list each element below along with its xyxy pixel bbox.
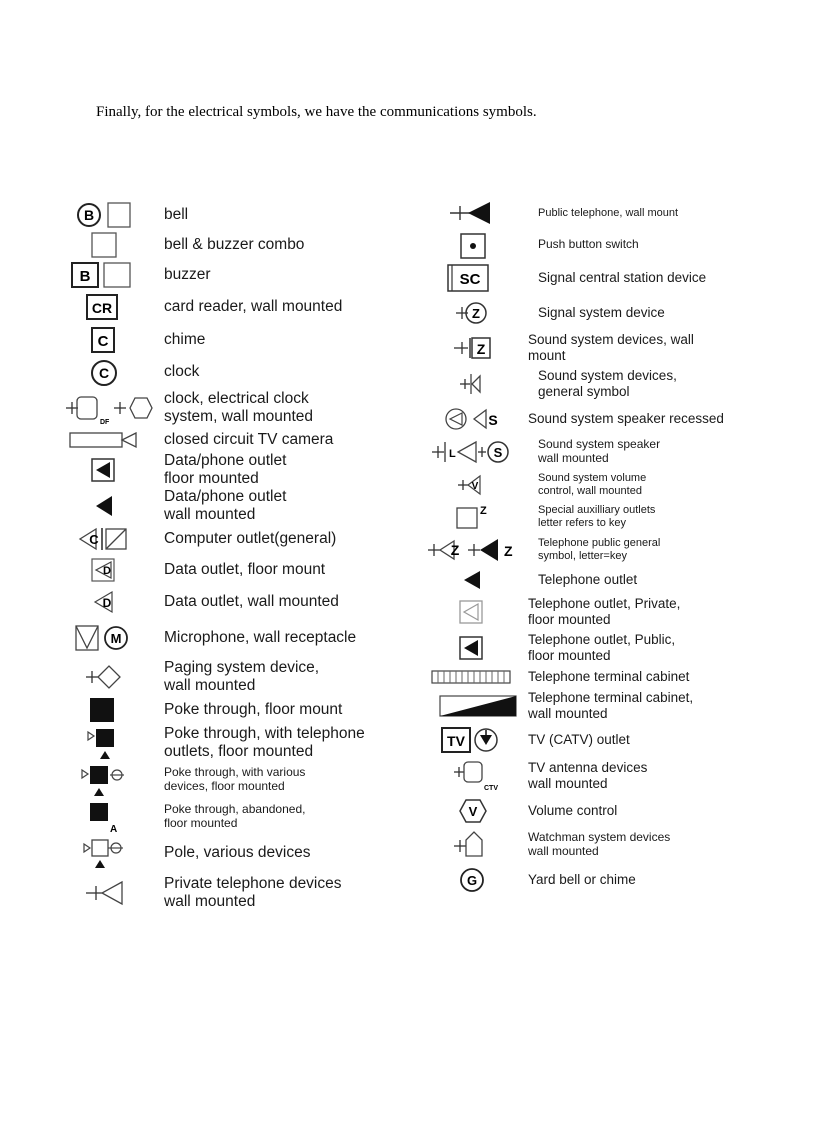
symbol-row-sound-wall: [420, 332, 730, 364]
symbol-row-pole: [64, 836, 414, 870]
symbol-row-volume-control: [420, 796, 730, 826]
svg-text:V: V: [468, 804, 478, 819]
terminal-cabinet-symbol-icon: [424, 666, 524, 688]
symbol-row-signal-system: [420, 294, 730, 332]
symbol-row-telephone-public-general: [420, 534, 730, 566]
private-telephone-symbol-icon: [64, 870, 160, 916]
svg-text:D: D: [102, 596, 112, 610]
svg-text:CR: CR: [91, 300, 113, 316]
symbol-row-poke-through: [64, 696, 414, 724]
telephone-outlet-symbol-icon: [424, 566, 524, 594]
symbol-label: Public telephone, wall mount: [538, 206, 679, 219]
watchman-symbol-icon: [424, 826, 524, 864]
microphone-symbol-icon: [64, 618, 160, 658]
symbol-label: Signal system device: [538, 305, 665, 321]
clock-symbol-icon: [64, 356, 160, 388]
symbol-row-telephone-private-floor: [420, 594, 730, 630]
tv-antenna-symbol-icon: [424, 756, 524, 796]
data-outlet-floor-symbol-icon: [64, 554, 160, 586]
symbol-row-speaker-wall: [420, 434, 730, 470]
symbol-row-clock: [64, 356, 414, 388]
symbol-row-telephone-public-floor: [420, 630, 730, 666]
sound-wall-symbol-icon: [424, 332, 524, 364]
symbol-label: Paging system device, wall mounted: [164, 659, 320, 694]
symbol-label: Telephone outlet: [538, 572, 638, 588]
svg-text:S: S: [493, 445, 503, 460]
symbol-label: Poke through, with various devices, floor mounted: [164, 765, 306, 793]
symbol-row-card-reader: [64, 290, 414, 324]
symbol-row-bell: [64, 200, 414, 230]
svg-text:S: S: [488, 412, 498, 428]
push-button-symbol-icon: [424, 228, 524, 262]
svg-text:B: B: [83, 207, 95, 223]
symbol-label: chime: [164, 331, 206, 349]
symbol-row-push-button: [420, 228, 730, 262]
symbol-row-data-outlet-wall: [64, 586, 414, 618]
buzzer-symbol-icon: [64, 260, 160, 290]
symbol-label: Push button switch: [538, 237, 639, 252]
symbol-row-chime: [64, 324, 414, 356]
symbol-row-microphone: [64, 618, 414, 658]
svg-text:Z: Z: [480, 505, 487, 517]
poke-through-various-symbol-icon: [64, 762, 160, 798]
symbol-label: Computer outlet(general): [164, 530, 337, 548]
symbol-label: Sound system devices, general symbol: [538, 368, 677, 399]
right-symbol-list: [420, 198, 730, 896]
electrical-clock-symbol-icon: [64, 388, 160, 428]
symbol-label: bell: [164, 206, 189, 224]
paging-device-symbol-icon: [64, 658, 160, 696]
poke-through-telephone-symbol-icon: [64, 724, 160, 762]
symbol-row-watchman: [420, 826, 730, 864]
auxiliary-outlet-symbol-icon: [424, 500, 524, 534]
svg-text:B: B: [79, 268, 91, 285]
symbol-label: card reader, wall mounted: [164, 298, 343, 316]
svg-text:C: C: [97, 333, 109, 350]
svg-text:Z: Z: [472, 306, 480, 321]
volume-control-symbol-icon: [424, 796, 524, 826]
speaker-wall-symbol-icon: [424, 434, 524, 470]
symbol-label: Data/phone outlet wall mounted: [164, 488, 287, 523]
symbol-label: Special auxilliary outlets letter refers to key: [538, 504, 656, 529]
symbol-label: buzzer: [164, 266, 211, 284]
svg-text:C: C: [89, 532, 99, 547]
symbol-row-public-telephone: [420, 198, 730, 228]
symbol-label: Data/phone outlet floor mounted: [164, 452, 287, 487]
yard-bell-symbol-icon: [424, 864, 524, 896]
symbol-label: bell & buzzer combo: [164, 236, 305, 254]
symbol-label: Volume control: [528, 803, 618, 819]
speaker-recessed-symbol-icon: [424, 404, 524, 434]
telephone-private-floor-symbol-icon: [424, 594, 524, 630]
svg-text:Z: Z: [450, 542, 460, 558]
poke-through-abandoned-symbol-icon: [64, 798, 160, 836]
symbol-label: closed circuit TV camera: [164, 431, 334, 449]
data-phone-floor-symbol-icon: [64, 452, 160, 488]
left-symbol-list: [64, 200, 414, 916]
symbol-label: TV (CATV) outlet: [528, 732, 630, 748]
symbol-row-private-telephone: [64, 870, 414, 916]
pole-symbol-icon: [64, 836, 160, 870]
symbol-label: clock: [164, 363, 200, 381]
symbol-row-terminal-cabinet-wall: [420, 688, 730, 724]
symbol-row-tv-antenna: [420, 756, 730, 796]
public-telephone-symbol-icon: [424, 198, 524, 228]
bell-symbol-icon: [64, 200, 160, 230]
symbol-label: Pole, various devices: [164, 844, 311, 862]
symbol-label: Poke through, with telephone outlets, floor mounted: [164, 725, 365, 760]
symbol-row-cctv: [64, 428, 414, 452]
terminal-cabinet-wall-symbol-icon: [424, 688, 524, 724]
symbol-label: Telephone terminal cabinet, wall mounted: [528, 690, 694, 721]
svg-text:DF: DF: [100, 419, 110, 426]
svg-text:TV: TV: [447, 733, 465, 749]
symbol-row-data-phone-wall: [64, 488, 414, 524]
symbol-label: Data outlet, wall mounted: [164, 593, 339, 611]
symbol-label: Telephone public general symbol, letter=key: [538, 537, 661, 562]
data-outlet-wall-symbol-icon: [64, 586, 160, 618]
computer-outlet-symbol-icon: [64, 524, 160, 554]
symbol-row-terminal-cabinet: [420, 666, 730, 688]
chime-symbol-icon: [64, 324, 160, 356]
symbol-row-signal-central: [420, 262, 730, 294]
bell-buzzer-symbol-icon: [64, 230, 160, 260]
symbol-label: Sound system volume control, wall mounted: [538, 472, 647, 497]
data-phone-wall-symbol-icon: [64, 488, 160, 524]
svg-text:M: M: [110, 631, 122, 646]
tv-outlet-symbol-icon: [424, 724, 524, 756]
volume-control-wall-symbol-icon: [424, 470, 524, 500]
svg-text:A: A: [110, 824, 118, 835]
symbol-row-auxiliary: [420, 500, 730, 534]
svg-text:SC: SC: [459, 271, 481, 288]
poke-through-symbol-icon: [64, 696, 160, 724]
symbol-label: Telephone terminal cabinet: [528, 669, 690, 685]
svg-text:Z: Z: [504, 543, 513, 559]
symbol-row-sound-general: [420, 364, 730, 404]
symbol-label: Telephone outlet, Public, floor mounted: [528, 632, 676, 663]
symbol-row-computer-outlet: [64, 524, 414, 554]
svg-text:CTV: CTV: [484, 785, 498, 792]
signal-central-symbol-icon: [424, 262, 524, 294]
svg-text:L: L: [449, 448, 456, 460]
symbol-row-paging-device: [64, 658, 414, 696]
symbol-row-yard-bell: [420, 864, 730, 896]
symbol-label: Data outlet, floor mount: [164, 561, 326, 579]
symbol-row-electrical-clock: [64, 388, 414, 428]
symbol-label: Yard bell or chime: [528, 872, 636, 888]
symbol-label: Sound system speaker recessed: [528, 411, 724, 427]
sound-general-symbol-icon: [424, 364, 524, 404]
symbol-row-poke-abandoned: [64, 798, 414, 836]
symbol-label: clock, electrical clock system, wall mounted: [164, 390, 314, 425]
symbol-label: Telephone outlet, Private, floor mounted: [528, 596, 681, 627]
svg-text:D: D: [103, 565, 111, 577]
symbol-row-data-outlet-floor: [64, 554, 414, 586]
symbol-row-tv-outlet: [420, 724, 730, 756]
svg-text:G: G: [466, 873, 478, 888]
symbol-label: Poke through, floor mount: [164, 701, 343, 719]
symbol-label: Poke through, abandoned, floor mounted: [164, 802, 306, 830]
symbol-row-telephone-outlet: [420, 566, 730, 594]
telephone-public-floor-symbol-icon: [424, 630, 524, 666]
symbol-label: Sound system devices, wall mount: [528, 332, 694, 363]
symbol-label: Watchman system devices wall mounted: [528, 830, 671, 858]
svg-text:C: C: [98, 365, 110, 381]
symbol-label: Sound system speaker wall mounted: [538, 437, 661, 465]
symbol-label: Private telephone devices wall mounted: [164, 875, 342, 910]
symbol-row-buzzer: [64, 260, 414, 290]
svg-text:Z: Z: [476, 341, 486, 357]
telephone-public-general-symbol-icon: [424, 534, 524, 566]
intro-text: Finally, for the electrical symbols, we have the communications symbols.: [96, 104, 537, 120]
symbol-row-poke-telephone: [64, 724, 414, 762]
symbol-row-bell-buzzer: [64, 230, 414, 260]
symbol-label: Signal central station device: [538, 270, 707, 286]
symbol-row-volume-wall: [420, 470, 730, 500]
symbol-row-poke-various: [64, 762, 414, 798]
symbol-row-data-phone-floor: [64, 452, 414, 488]
symbol-label: TV antenna devices wall mounted: [528, 760, 648, 791]
svg-text:V: V: [471, 481, 479, 492]
cctv-camera-symbol-icon: [64, 428, 160, 452]
card-reader-symbol-icon: [64, 290, 160, 324]
symbol-label: Microphone, wall receptacle: [164, 629, 357, 647]
signal-system-symbol-icon: [424, 294, 524, 332]
symbol-row-speaker-recessed: [420, 404, 730, 434]
